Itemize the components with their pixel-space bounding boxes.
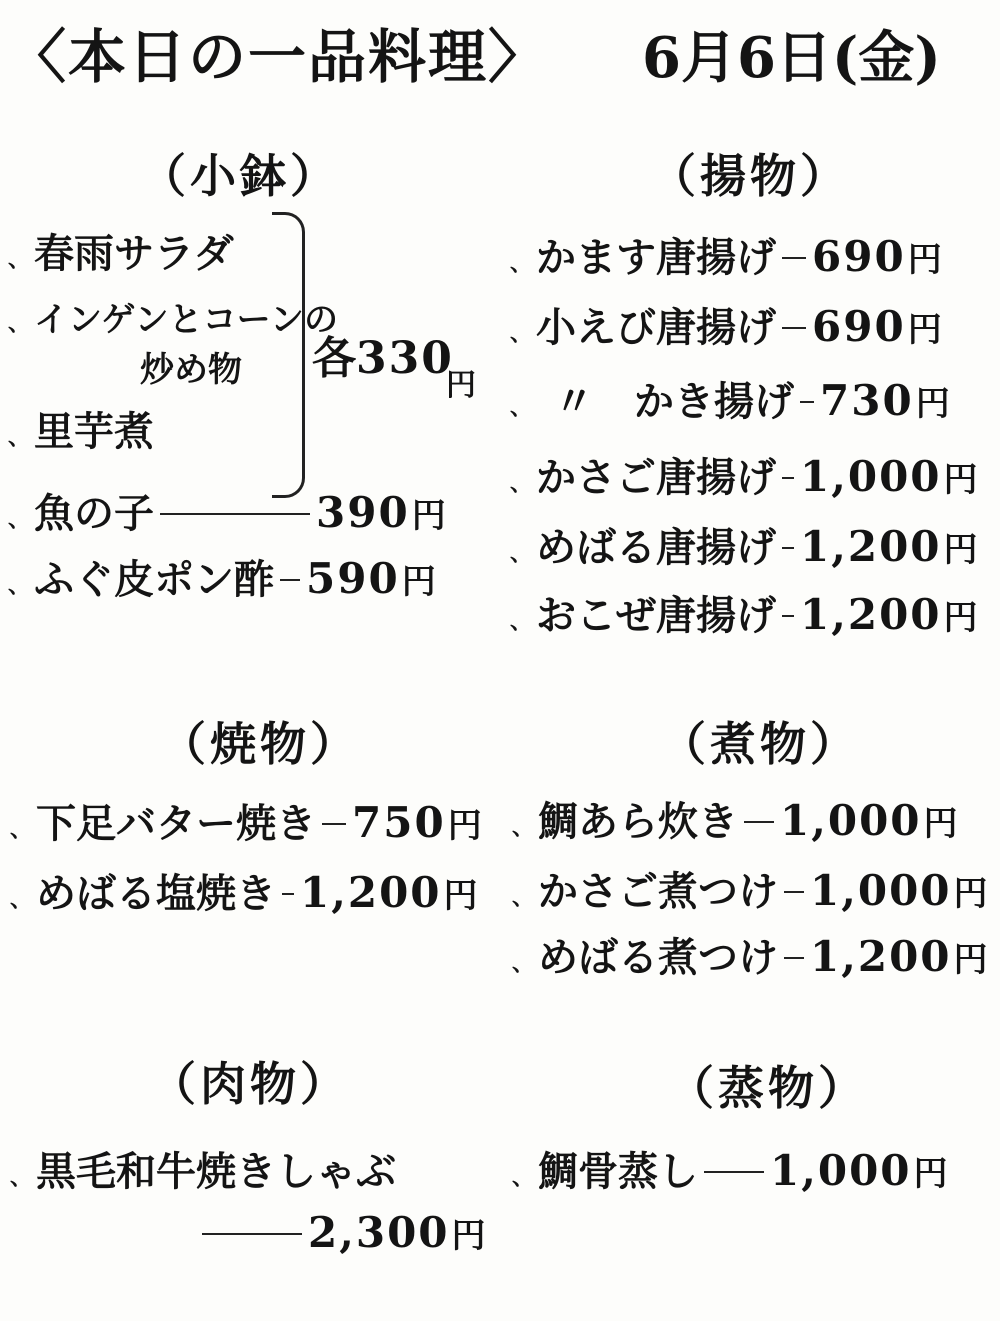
item-price: 2,300 <box>308 1208 450 1257</box>
page-title: 〈本日の一品料理〉 <box>8 23 549 91</box>
section-heading-grilled: （焼物） <box>160 717 360 771</box>
yen-symbol: 円 <box>446 368 476 403</box>
ditto-mark: 〃 <box>554 378 595 425</box>
item-price: 1,000 <box>770 1146 912 1195</box>
item-name: かさご煮つけ <box>538 868 779 915</box>
item-name: 炒め物 <box>140 350 242 390</box>
item-name: おこぜ唐揚げ <box>536 592 777 639</box>
item-name: 春雨サラダ <box>34 230 234 277</box>
item-price: 1,200 <box>800 522 942 571</box>
item-name: 黒毛和牛焼きしゃぶ <box>36 1148 397 1195</box>
menu-item: 、 小えび唐揚げ 690 円 <box>510 296 942 353</box>
item-price: 1,200 <box>810 932 952 981</box>
item-price: 1,200 <box>800 590 942 639</box>
menu-item: 、 インゲンとコーンの <box>8 292 338 341</box>
item-price: 1,000 <box>810 866 952 915</box>
item-name: かます唐揚げ <box>536 234 777 281</box>
menu-item-price-line: 2,300 円 <box>196 1208 486 1257</box>
item-name: 鯛骨蒸し <box>538 1148 699 1195</box>
section-heading-steamed: （蒸物） <box>668 1061 868 1115</box>
menu-date: 6月6日(金) <box>642 25 941 91</box>
item-price: 590 <box>306 554 400 603</box>
menu-item: 、 めばる唐揚げ 1,200 円 <box>510 516 978 573</box>
item-price: 690 <box>812 232 906 281</box>
item-price: 750 <box>352 798 446 847</box>
item-name: めばる唐揚げ <box>536 524 777 571</box>
item-price: 390 <box>316 488 410 537</box>
menu-item: 、 めばる煮つけ 1,200 円 <box>512 926 988 983</box>
menu-item: 、 〃 かき揚げ 730 円 <box>510 370 950 427</box>
section-heading-small-bowl: （小鉢） <box>140 149 340 203</box>
section-heading-meat: （肉物） <box>150 1057 350 1111</box>
menu-item-continued <box>140 342 242 391</box>
menu-item: 、 下足バター焼き 750 円 <box>10 792 482 849</box>
menu-item: 、 かます唐揚げ 690 円 <box>510 226 942 283</box>
item-name: めばる塩焼き <box>36 870 277 917</box>
item-name: 小えび唐揚げ <box>536 304 777 351</box>
item-price: 1,000 <box>780 796 922 845</box>
item-price: 1,000 <box>800 452 942 501</box>
menu-item: 、 鯛あら炊き 1,000 円 <box>512 790 958 847</box>
group-bracket <box>272 212 305 498</box>
section-heading-simmered: （煮物） <box>660 717 860 771</box>
item-name: 下足バター焼き <box>36 800 317 847</box>
item-price: 690 <box>812 302 906 351</box>
item-name: ふぐ皮ポン酢 <box>34 556 275 603</box>
menu-item: 、 めばる塩焼き 1,200 円 <box>10 862 478 919</box>
each-price: 各330 <box>312 333 454 384</box>
menu-item: 、 鯛骨蒸し 1,000 円 <box>512 1140 948 1197</box>
menu-item: 、 かさご唐揚げ 1,000 円 <box>510 446 978 503</box>
menu-item: 、 おこぜ唐揚げ 1,200 円 <box>510 584 978 641</box>
menu-item: 、 黒毛和牛焼きしゃぶ <box>10 1140 396 1197</box>
item-name: かき揚げ <box>634 378 795 425</box>
menu-item: 、 かさご煮つけ 1,000 円 <box>512 860 988 917</box>
item-name: 魚の子 <box>34 490 155 537</box>
section-heading-fried: （揚物） <box>650 149 850 203</box>
menu-item: 、 里芋煮 <box>8 400 154 457</box>
item-name: 里芋煮 <box>34 408 155 455</box>
item-name: インゲンとコーンの <box>34 300 338 340</box>
item-name: かさご唐揚げ <box>536 454 777 501</box>
menu-item: 、 魚の子 390 円 <box>8 482 446 539</box>
item-name: めばる煮つけ <box>538 934 779 981</box>
item-price: 730 <box>820 376 914 425</box>
menu-item: 、 ふぐ皮ポン酢 590 円 <box>8 548 436 605</box>
menu-item: 、 春雨サラダ <box>8 222 234 279</box>
item-price: 1,200 <box>300 868 442 917</box>
item-name: 鯛あら炊き <box>538 798 739 845</box>
